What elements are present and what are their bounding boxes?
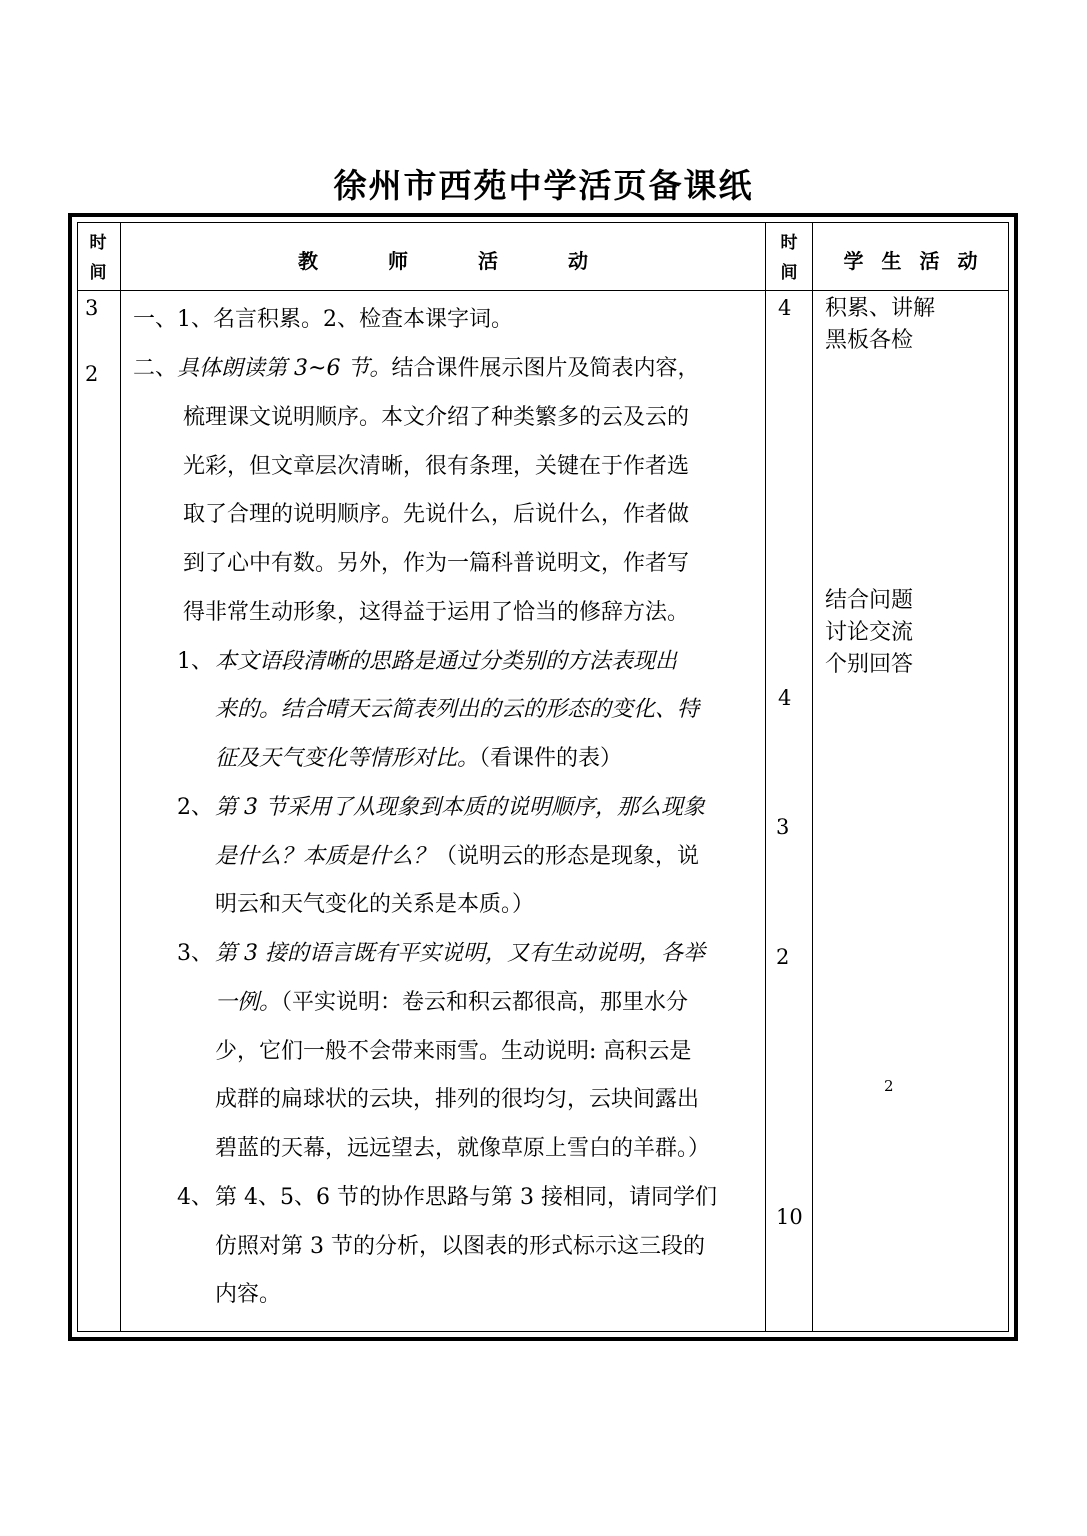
time-mark: 10 <box>776 1205 803 1229</box>
column-divider-1 <box>120 222 121 1332</box>
teacher-line: 光彩，但文章层次清晰，很有条理，关键在于作者选 <box>183 454 690 479</box>
teacher-line: 取了合理的说明顺序。先说什么，后说什么，作者做 <box>183 502 690 527</box>
teacher-line: 梳理课文说明顺序。本文介绍了种类繁多的云及云的 <box>183 405 690 430</box>
time-mark: 4 <box>778 686 792 710</box>
header-teacher-activity: 教 师 活 动 <box>298 249 588 273</box>
question-number: 1、 <box>177 649 213 674</box>
teacher-line: 第 4、5、6 节的协作思路与第 3 接相同，请同学们 <box>215 1185 717 1210</box>
page-number: 2 <box>884 1077 894 1095</box>
table-inner-left-border <box>77 222 78 1332</box>
teacher-line: 本文语段清晰的思路是通过分类别的方法表现出 <box>215 649 678 674</box>
teacher-line: 明云和天气变化的关系是本质。） <box>215 892 535 917</box>
page-title: 徐州市西苑中学活页备课纸 <box>333 166 754 205</box>
column-divider-2 <box>765 222 766 1332</box>
teacher-line: 一例。（平实说明：卷云和积云都很高，那里水分 <box>215 990 689 1015</box>
time-mark: 4 <box>778 296 792 320</box>
time-mark: 3 <box>776 815 790 839</box>
student-activity-block: 积累、讲解 黑板各检 <box>825 296 936 353</box>
question-number: 2、 <box>177 795 213 820</box>
teacher-line: 来的。结合晴天云简表列出的云的形态的变化、特 <box>215 697 700 722</box>
table-inner-right-border <box>1008 222 1009 1332</box>
teacher-line: 二、具体朗读第 3~6 节。结合课件展示图片及简表内容， <box>133 356 700 381</box>
question-number: 4、 <box>177 1185 213 1210</box>
header-time-left: 时 间 <box>89 233 107 283</box>
teacher-line: 第 3 节采用了从现象到本质的说明顺序，那么现象 <box>215 795 705 820</box>
teacher-line: 少，它们一般不会带来雨雪。生动说明: 高积云是 <box>215 1039 692 1064</box>
teacher-line: 成群的扁球状的云块，排列的很均匀，云块间露出 <box>215 1087 700 1112</box>
header-student-activity: 学 生 活 动 <box>843 249 978 273</box>
lesson-table <box>68 213 1018 1341</box>
student-activity-block: 结合问题 讨论交流 个别回答 <box>825 588 914 677</box>
teacher-line: 征及天气变化等情形对比。（看课件的表） <box>215 746 623 771</box>
time-mark: 2 <box>85 362 99 386</box>
teacher-line: 碧蓝的天幕，远远望去，就像草原上雪白的羊群。） <box>215 1136 711 1161</box>
header-time-right: 时 间 <box>780 233 798 283</box>
header-divider <box>77 290 1009 291</box>
teacher-line: 仿照对第 3 节的分析，以图表的形式标示这三段的 <box>215 1234 705 1259</box>
table-inner-top-border <box>77 222 1009 223</box>
column-divider-3 <box>812 222 813 1332</box>
teacher-line: 一、1、名言积累。2、检查本课字词。 <box>133 307 513 332</box>
teacher-line: 内容。 <box>215 1282 282 1307</box>
time-mark: 2 <box>776 945 790 969</box>
question-number: 3、 <box>177 941 213 966</box>
table-inner-bottom-border <box>77 1331 1009 1332</box>
teacher-line: 得非常生动形象，这得益于运用了恰当的修辞方法。 <box>183 600 690 625</box>
teacher-line: 第 3 接的语言既有平实说明，又有生动说明，各举 <box>215 941 705 966</box>
time-mark: 3 <box>85 296 99 320</box>
teacher-line: 是什么？本质是什么？（说明云的形态是现象，说 <box>215 844 700 869</box>
teacher-line: 到了心中有数。另外，作为一篇科普说明文，作者写 <box>183 551 690 576</box>
